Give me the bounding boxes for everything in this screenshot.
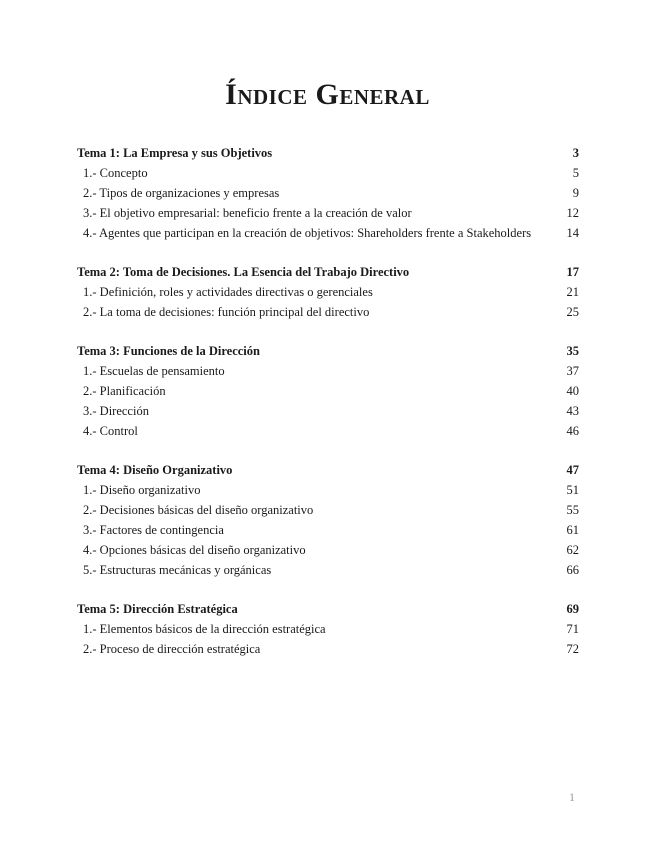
page-number: 1 [569, 790, 575, 804]
section-page: 3 [572, 146, 579, 160]
toc-entry[interactable] [77, 183, 579, 203]
entry-label: 3.- El objetivo empresarial: beneficio frente a la creación de valor [83, 206, 412, 220]
toc-entry[interactable] [77, 500, 579, 520]
section-title: Tema 4: Diseño Organizativo [77, 463, 233, 477]
entry-page: 37 [566, 364, 579, 378]
entry-page: 5 [572, 166, 579, 180]
section-title: Tema 5: Dirección Estratégica [77, 602, 238, 616]
entry-label: 1.- Diseño organizativo [83, 483, 201, 497]
toc-entry[interactable] [77, 421, 579, 441]
section-title: Tema 3: Funciones de la Dirección [77, 344, 260, 358]
section-title: Tema 1: La Empresa y sus Objetivos [77, 146, 273, 160]
entry-page: 9 [572, 186, 579, 200]
entry-page: 55 [566, 503, 579, 517]
toc-entry[interactable] [77, 540, 579, 560]
toc-entry[interactable] [77, 163, 579, 183]
toc-entry[interactable] [77, 223, 579, 243]
entry-label: 2.- Decisiones básicas del diseño organizativo [83, 503, 314, 517]
section-page: 35 [566, 344, 579, 358]
toc-entry[interactable] [77, 302, 579, 322]
entry-label: 4.- Agentes que participan en la creación de objetivos: Shareholders frente a Stakeholders [83, 226, 532, 240]
entry-page: 12 [566, 206, 579, 220]
entry-label: 1.- Escuelas de pensamiento [83, 364, 225, 378]
entry-page: 25 [566, 305, 579, 319]
entry-page: 51 [566, 483, 579, 497]
entry-label: 1.- Concepto [83, 166, 148, 180]
toc-entry[interactable] [77, 203, 579, 223]
toc-section-heading[interactable] [77, 262, 579, 282]
toc-section-heading[interactable] [77, 143, 579, 163]
entry-label: 1.- Elementos básicos de la dirección estratégica [83, 622, 326, 636]
entry-page: 66 [566, 563, 579, 577]
toc-section-tema-3 [77, 341, 579, 441]
section-page: 69 [566, 602, 579, 616]
section-page: 47 [566, 463, 579, 477]
document-title: Índice General [225, 78, 430, 111]
entry-page: 71 [566, 622, 579, 636]
entry-label: 3.- Dirección [83, 404, 149, 418]
entry-page: 14 [566, 226, 579, 240]
entry-label: 2.- La toma de decisiones: función principal del directivo [83, 305, 370, 319]
toc-entry[interactable] [77, 520, 579, 540]
entry-label: 4.- Control [83, 424, 138, 438]
toc-section-tema-5 [77, 599, 579, 659]
entry-page: 72 [566, 642, 579, 656]
toc-entry[interactable] [77, 560, 579, 580]
toc-entry[interactable] [77, 639, 579, 659]
toc-section-heading[interactable] [77, 599, 579, 619]
toc-entry[interactable] [77, 480, 579, 500]
toc-section-tema-1 [77, 143, 579, 243]
entry-page: 62 [566, 543, 579, 557]
entry-page: 21 [566, 285, 579, 299]
toc-entry[interactable] [77, 401, 579, 421]
entry-page: 40 [566, 384, 579, 398]
entry-label: 2.- Planificación [83, 384, 166, 398]
entry-label: 2.- Tipos de organizaciones y empresas [83, 186, 280, 200]
table-of-contents [77, 143, 579, 678]
toc-entry[interactable] [77, 619, 579, 639]
toc-entry[interactable] [77, 361, 579, 381]
toc-section-tema-2 [77, 262, 579, 322]
toc-section-heading[interactable] [77, 341, 579, 361]
entry-label: 4.- Opciones básicas del diseño organizativo [83, 543, 306, 557]
entry-label: 5.- Estructuras mecánicas y orgánicas [83, 563, 272, 577]
toc-entry[interactable] [77, 381, 579, 401]
entry-label: 2.- Proceso de dirección estratégica [83, 642, 261, 656]
entry-page: 61 [566, 523, 579, 537]
section-title: Tema 2: Toma de Decisiones. La Esencia del Trabajo Directivo [77, 265, 410, 279]
toc-section-heading[interactable] [77, 460, 579, 480]
entry-page: 46 [566, 424, 579, 438]
section-page: 17 [566, 265, 579, 279]
toc-entry[interactable] [77, 282, 579, 302]
entry-label: 1.- Definición, roles y actividades directivas o gerenciales [83, 285, 373, 299]
entry-page: 43 [566, 404, 579, 418]
toc-section-tema-4 [77, 460, 579, 580]
entry-label: 3.- Factores de contingencia [83, 523, 224, 537]
